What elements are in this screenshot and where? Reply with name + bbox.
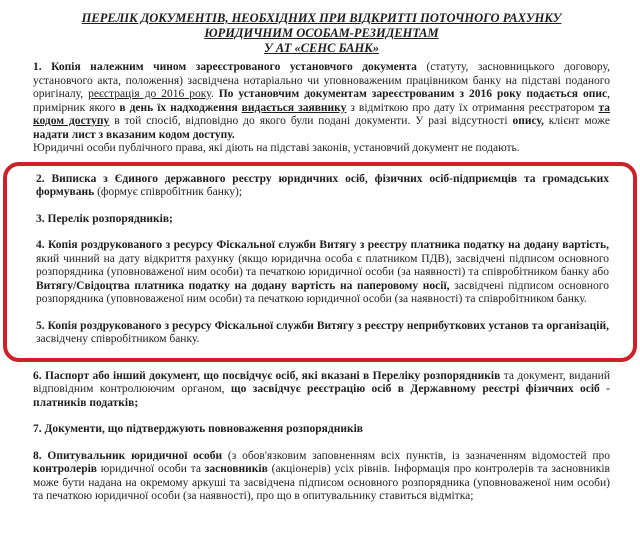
document-title	[33, 11, 610, 56]
list-item-6: 6. Паспорт або інший документ, що посвідчує осіб, які вказані в Переліку розпорядників та документ, виданий відповідним контролюючим органом, що засвідчує реєстрацію осіб в Державному реєстрі фізичних осіб - платників податків;	[33, 369, 610, 409]
title-line-1: ПЕРЕЛІК ДОКУМЕНТІВ, НЕОБХІДНИХ ПРИ ВІДКРИТТІ ПОТОЧНОГО РАХУНКУ	[81, 11, 562, 25]
title-line-3: У АТ «СЕНС БАНК»	[264, 41, 379, 55]
list-item-3: 3. Перелік розпорядників;	[36, 212, 173, 225]
title-line-2: ЮРИДИЧНИМ ОСОБАМ-РЕЗИДЕНТАМ	[204, 26, 439, 40]
list-item-1: 1. Копія належним чином зареєстрованого установчого документа (статуту, засновницького договору, установчого акта, положення) засвідчена нотаріально чи уповноваженим працівником банку на підставі поданого оригіналу, реєстрація до 2016 року. По установчим документам зареєстрованим з 2016 року подається опис, примірник якого в день їх надходження видається заявнику з відміткою про дату їх отримання реєстратором та кодом доступу в той спосіб, відповідно до якого були подані документи. У разі відсутності опису, клієнт може надати лист з вказаним кодом доступу.	[33, 61, 611, 141]
highlight-box	[3, 162, 637, 362]
list-item-5: 5. Копія роздрукованого з ресурсу Фіскальної служби Витягу з реєстру неприбуткових установ та організацій, засвідчену співробітником банку.	[36, 319, 609, 345]
list-item-1-note: Юридичні особи публічного права, які діють на підставі законів, установчий документ не подають.	[33, 142, 520, 154]
list-item-8: 8. Опитувальник юридичної особи (з обов'язковим заповненням всіх пунктів, із зазначенням відомостей про контролерів юридичної особи та засновників (акціонерів) усіх рівнів. Інформація про контролерів та засновників може бути надана на окремому аркуші та засвідчена підписом основного розпорядника (уповноваженої ним особи) та печаткою юридичної особи (за наявності), про що в опитувальнику ставиться відмітка;	[33, 449, 610, 502]
list-item-7: 7. Документи, що підтверджують повноваження розпорядників	[33, 423, 363, 435]
list-item-2: 2. Виписка з Єдиного державного реєстру юридичних осіб, фізичних осіб-підприємців та громадських формувань (формує співробітник банку);	[36, 172, 609, 198]
list-item-4: 4. Копія роздрукованого з ресурсу Фіскальної служби Витягу з реєстру платника податку на додану вартість, який чинний на дату відкриття рахунку (якщо юридична особа є платником ПДВ), засвідчені підписом основного розпорядника (уповноваженої ним особи) та печаткою юридичної особи (за наявності) та співробітником банку або Витягу/Свідоцтва платника податку на додану вартість на паперовому носії, засвідчені підписом основного розпорядника (уповноваженої ним особи) та печаткою юридичної особи (за наявності) та співробітником банку.	[36, 239, 609, 305]
